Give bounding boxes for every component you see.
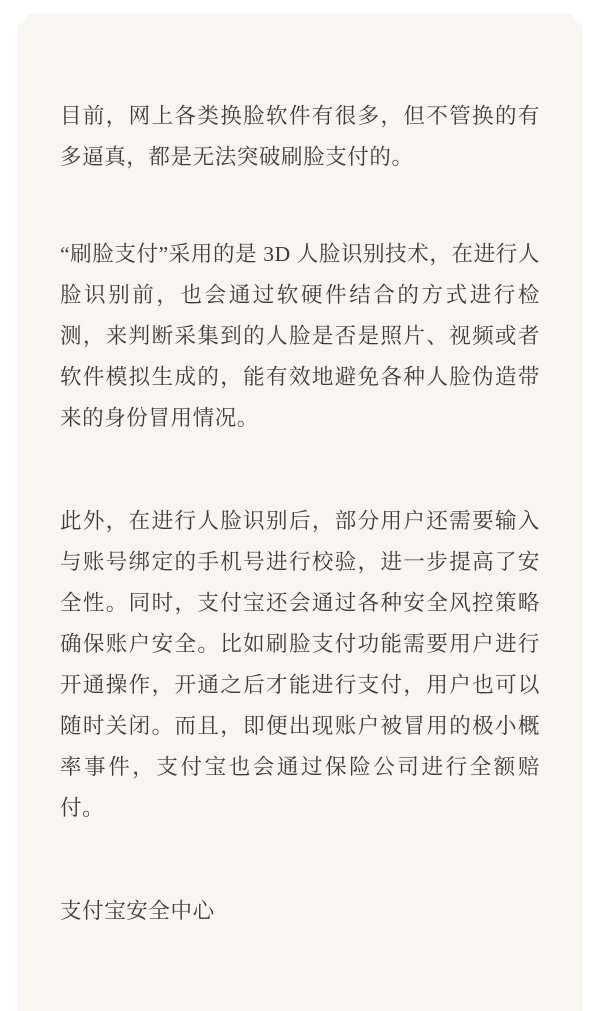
article-card: [18, 14, 582, 1011]
article-signature: 支付宝安全中心: [60, 899, 215, 923]
paragraph: 目前，网上各类换脸软件有很多，但不管换的有多逼真，都是无法突破刷脸支付的。: [60, 104, 540, 169]
paragraph: 此外，在进行人脸识别后，部分用户还需要输入与账号绑定的手机号进行校验，进一步提高了安全性。同时，支付宝还会通过各种安全风控策略确保账户安全。比如刷脸支付功能需要用户进行开通操作，开通之后才能进行支付，用户也可以随时关闭。而且，即便出现账户被冒用的极小概率事件，支付宝也会通过保险公司进行全额赔付。: [60, 509, 540, 820]
page-left-margin: [0, 0, 18, 1011]
page-right-margin: [582, 0, 600, 1011]
page-top-margin: [0, 0, 600, 14]
paragraph: “刷脸支付”采用的是 3D 人脸识别技术，在进行人脸识别前，也会通过软硬件结合的方式进行检测，来判断采集到的人脸是否是照片、视频或者软件模拟生成的，能有效地避免各种人脸伪造带来的身份冒用情况。: [60, 242, 540, 430]
article-body: [60, 96, 540, 932]
